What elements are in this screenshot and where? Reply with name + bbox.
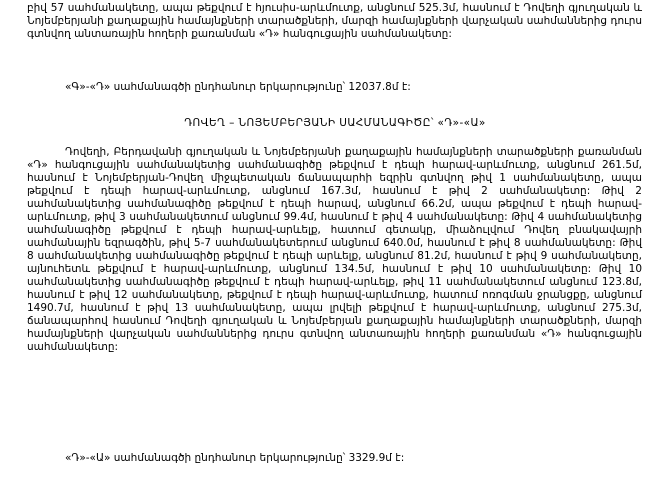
result-line-gd: [27, 81, 642, 94]
result-line-da: [27, 452, 642, 465]
body-paragraph: Դովեղի, Բերդավանի գյուղական և Նոյեմբերյանի քաղաքային համայնքների տարածքների քառանման «Դ» հանգուցային սահմանակետից սահմանագիծը թեքվում է դեպի հարավ-արևմուտք, անցնում 261.5մ, հասնում է Նոյեմբերյան-Դովեղ միջպետական ճանապարհի եզրին գտնվող թիվ 1 սահմանակետը, ապա թեքվում է դեպի հարավ-արևմուտք, անցնում 167.3մ, հասնում է թիվ 2 սահմանակետը: Թիվ 2 սահմանակետից սահմանագիծը թեքվում է դեպի հարավ, անցնում 66.2մ, ապա թեքվում է դեպի հարավ-արևմուտք, թիվ 3 սահմանակետում անցնում 99.4մ, հասնում է թիվ 4 սահմանակետը: Թիվ 4 սահմանակետից սահմանագիծը թեքվում է դեպի հարավ-արևելք, հատում գետակը, միաձուլվում Դովեղ բնակավայրի սահմանային եզրագծին, թիվ 5-7 սահմանակետերում անցնում 640.0մ, հասնում է թիվ 8 սահմանակետը: Թիվ 8 սահմանակետից սահմանագիծը թեքվում է դեպի արևելք, անցնում 81.2մ, հասնում է թիվ 9 սահմանակետը, այնուհետև թեքվում է հարավ-արևմուտք, անցնում 134.5մ, հասնում է թիվ 10 սահմանակետը: Թիվ 10 սահմանակետից սահմանագիծը թեքվում է դեպի հարավ-արևելք, թիվ 11 սահմանակետում անցնում 123.8մ, հասնում է թիվ 12 սահմանակետը, թեքվում է դեպի հարավ-արևմուտք, հատում ոռոգման ջրանցքը, անցնում 1490.7մ, հասնում է թիվ 13 սահմանակետը, ապա լրվելի թեքվում է հարավ-արևմուտք, անցնում 275.3մ, ճանապարհով հասնում Դովեղի գյուղական և Նոյեմբերյան քաղաքային համայնքների տարածքների, մարզի համայնքների վարչական սահմաններից դուրս գտնվող անտառային հողերի քառանման «Դ» հանգուցային սահմանակետը:: [27, 146, 642, 353]
result-text-gd: «Գ»-«Դ» սահմանագծի ընդհանուր երկարությունը՝ 12037.8մ է:: [65, 81, 411, 93]
top-paragraph: բիվ 57 սահմանակետը, ապա թեքվում է հյուսիս-արևմուտք, անցնում 525.3մ, հասնում է Դովեղի գյուղական և Նոյեմբերյանի քաղաքային համայնքների տարածքների, մարզի համայնքների վարչական սահմաններից դուրս գտնվող անտառային հողերի քառանման «Դ» հանգուցային սահմանակետը:: [27, 2, 642, 40]
section-heading: ԴՈՎԵՂ – ՆՈՅԵՄԲԵՐՅԱՆԻ ՍԱՀՄԱՆԱԳԻԾԸ՝ «Դ»-«Ա»: [184, 117, 486, 129]
result-text-da: «Դ»-«Ա» սահմանագծի ընդհանուր երկարությունը՝ 3329.9մ է:: [65, 452, 405, 464]
top-paragraph-block: [27, 2, 642, 41]
body-paragraph-block: [27, 146, 642, 354]
